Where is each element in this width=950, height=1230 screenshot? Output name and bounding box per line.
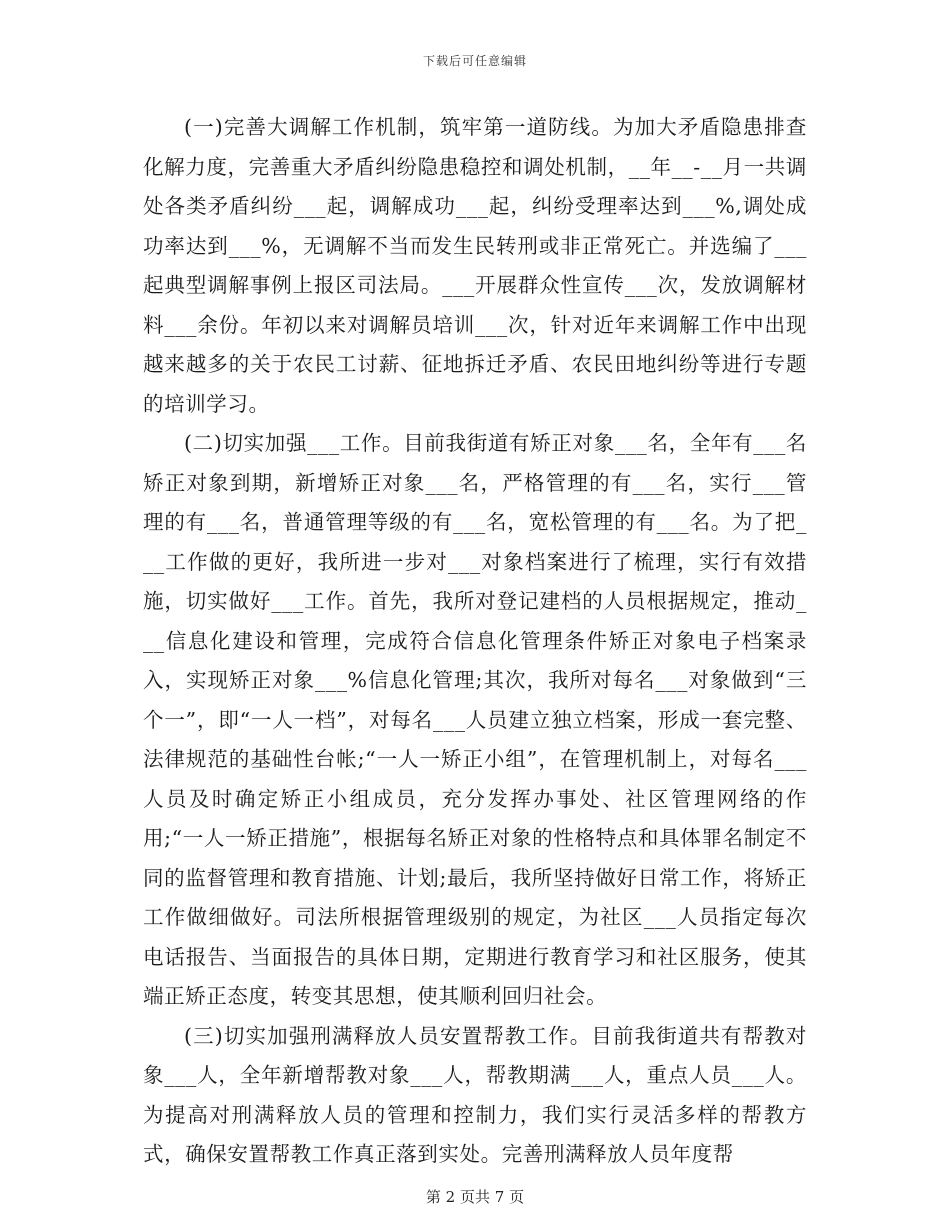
paragraph-2: (二)切实加强___工作。目前我街道有矫正对象___名，全年有___名矫正对象到期，新增矫正对象___名，严格管理的有___名，实行___管理的有___名，普通管理等级的有___名，宽松管理的有___名。为了把___工作做的更好，我所进一步对___对象档案进行了梳理，实行有效措施，切实做好___工作。首先，我所对登记建档的人员根据规定，推动___信息化建设和管理，完成符合信息化管理条件矫正对象电子档案录入，实现矫正对象___%信息化管理;其次，我所对每名___对象做到“三个一”，即“一人一档”，对每名___人员建立独立档案，形成一套完整、法律规范的基础性台帐;“一人一矫正小组”，在管理机制上，对每名___人员及时确定矫正小组成员，充分发挥办事处、社区管理网络的作用;“一人一矫正措施”，根据每名矫正对象的性格特点和具体罪名制定不同的监督管理和教育措施、计划;最后，我所坚持做好日常工作，将矫正工作做细做好。司法所根据管理级别的规定，为社区___人员指定每次电话报告、当面报告的具体日期，定期进行教育学习和社区服务，使其端正矫正态度，转变其思想，使其顺利回归社会。 <box>143 431 807 1008</box>
paragraph-1: (一)完善大调解工作机制，筑牢第一道防线。为加大矛盾隐患排查化解力度，完善重大矛盾纠纷隐患稳控和调处机制，__年__-__月一共调处各类矛盾纠纷___起，调解成功___起，纠纷受理率达到___%,调处成功率达到___%，无调解不当而发生民转刑或非正常死亡。并选编了___起典型调解事例上报区司法局。___开展群众性宣传___次，发放调解材料___余份。年初以来对调解员培训___次，针对近年来调解工作中出现越来越多的关于农民工讨薪、征地拆迁矛盾、农民田地纠纷等进行专题的培训学习。 <box>143 115 807 416</box>
page-header: 下载后可任意编辑 <box>422 54 527 68</box>
page-number: 第 2 页共 7 页 <box>425 1188 525 1206</box>
paragraph-3: (三)切实加强刑满释放人员安置帮教工作。目前我街道共有帮教对象___人，全年新增帮教对象___人，帮教期满___人，重点人员___人。为提高对刑满释放人员的管理和控制力，我们实行灵活多样的帮教方式，确保安置帮教工作真正落到实处。完善刑满释放人员年度帮 <box>143 1023 807 1166</box>
document-body <box>143 108 807 1175</box>
